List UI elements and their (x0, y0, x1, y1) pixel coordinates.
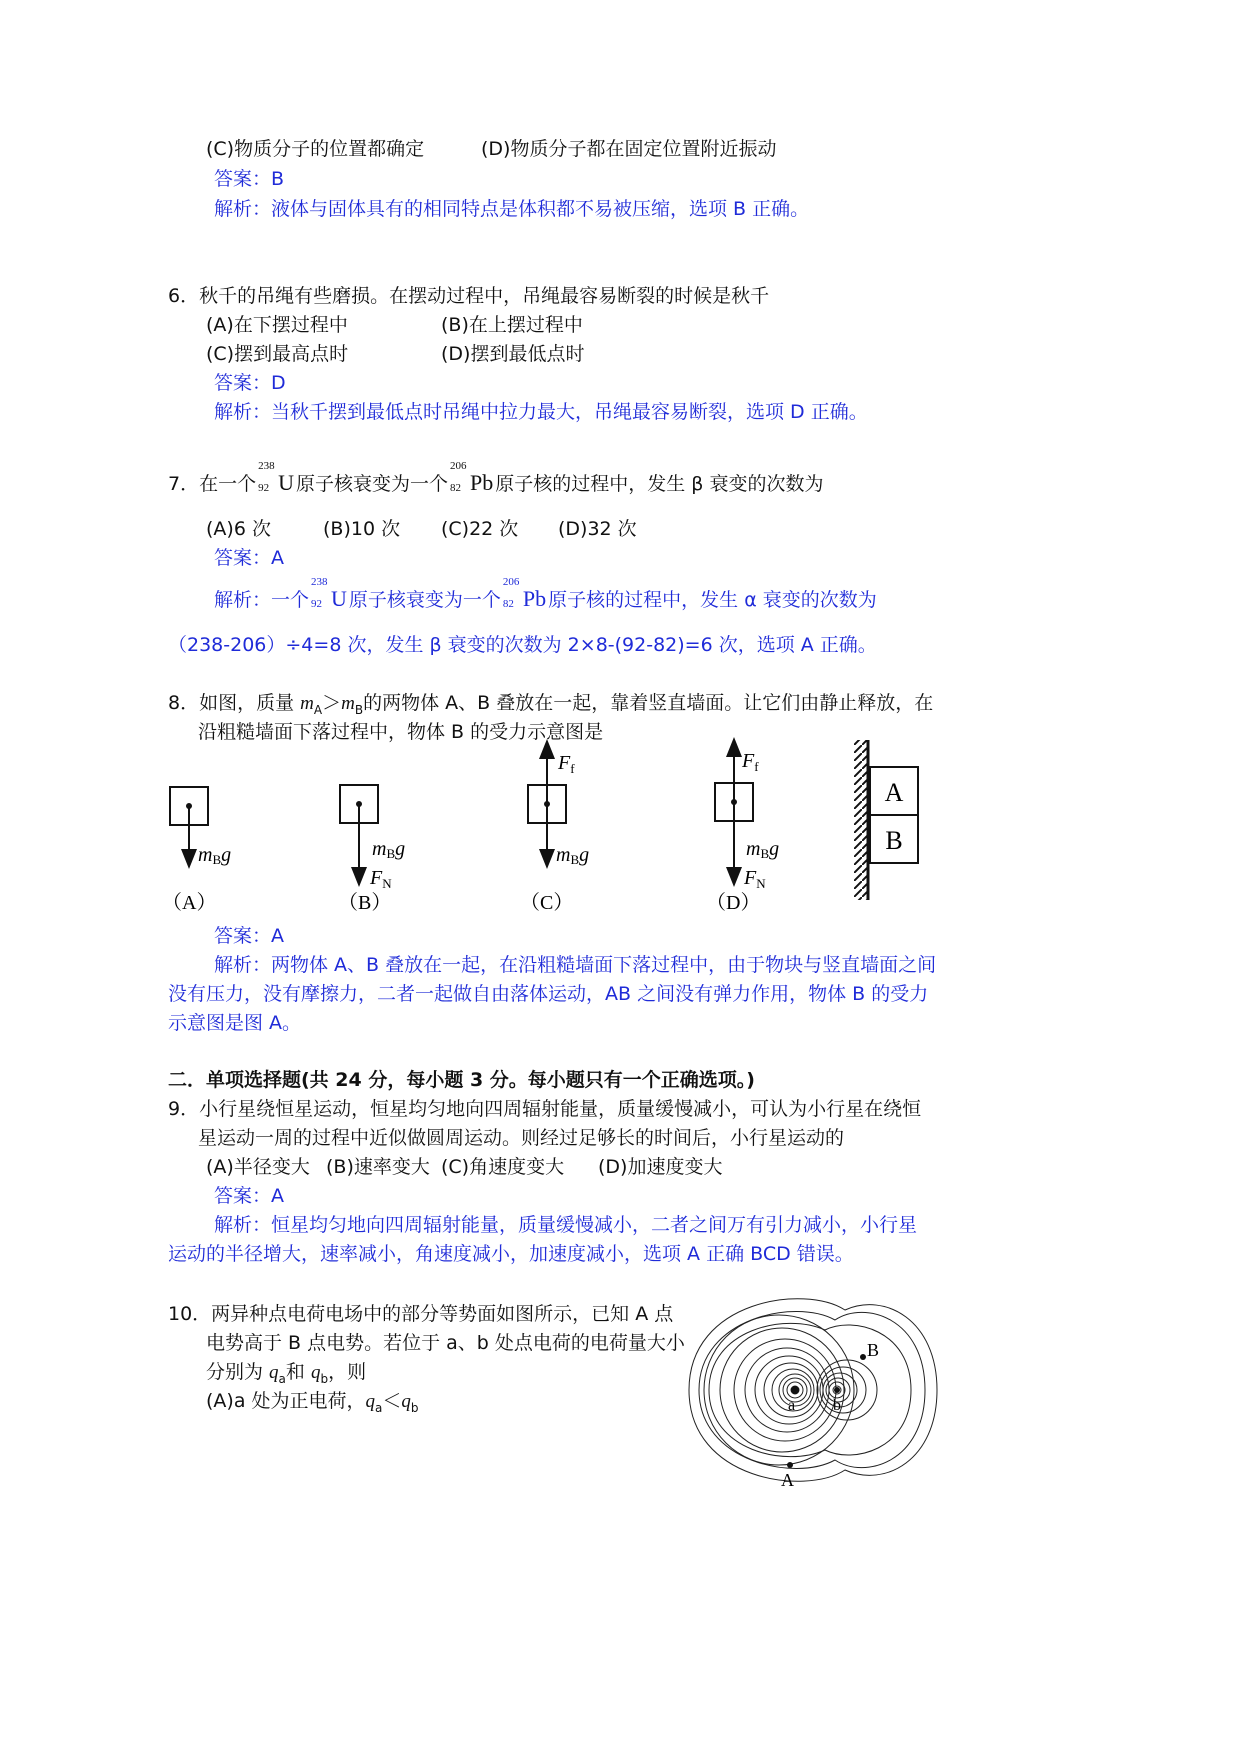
charge-b-label: b (833, 1397, 841, 1414)
diagram-a (162, 787, 231, 914)
lead-nuclide: 206 82 Pb (502, 576, 547, 611)
label-d: （D） (706, 892, 761, 914)
label-c: （C） (520, 892, 574, 914)
wall-hatching (854, 740, 868, 900)
q5-option-d: (D)物质分子都在固定位置附近振动 (481, 138, 777, 160)
q6-option-b: (B)在上摆过程中 (441, 314, 583, 336)
q8-stem-line1: 8．如图，质量 $m_A>m_B$的两物体 A、B 叠放在一起，靠着竖直墙面。让它们由静止释放，在 (168, 692, 934, 717)
q9-option-b: (B)速率变大 (326, 1156, 430, 1178)
q5-answer: 答案：B (214, 168, 285, 190)
q6-analysis: 解析：当秋千摆到最低点时吊绳中拉力最大，吊绳最容易断裂，选项 D 正确。 (214, 401, 868, 423)
q6-stem: 6．秋千的吊绳有些磨损。在摆动过程中，吊绳最容易断裂的时候是秋千 (168, 285, 770, 307)
point-a-label: A (781, 1470, 794, 1490)
mbg-label-c: mBg (556, 844, 590, 867)
q10-stem-line3: 分别为 $q_a$和 $q_b$，则 (206, 1361, 367, 1386)
mbg-label-a: mBg (198, 844, 232, 867)
q9-stem-line2: 星运动一周的过程中近似做圆周运动。则经过足够长的时间后，小行星运动的 (198, 1127, 845, 1149)
q7-option-a: (A)6 次 (206, 518, 271, 540)
q8-stem-line2: 沿粗糙墙面下落过程中，物体 B 的受力示意图是 (198, 721, 604, 743)
q9-analysis-line2: 运动的半径增大，速率减小，角速度减小，加速度减小，选项 A 正确 BCD 错误。 (168, 1243, 854, 1265)
q7-analysis-line2: （238-206）÷4=8 次，发生 β 衰变的次数为 2×8-(92-82)=6 次，选项 A 正确。 (168, 634, 877, 656)
diagram-b (338, 785, 405, 914)
q6-option-a: (A)在下摆过程中 (206, 314, 348, 336)
q8-answer: 答案：A (214, 925, 284, 947)
point-b-label: B (867, 1340, 880, 1360)
q9-option-d: (D)加速度变大 (598, 1156, 723, 1178)
diagram-c (520, 749, 589, 914)
q9-analysis-line1: 解析：恒星均匀地向四周辐射能量，质量缓慢减小，二者之间万有引力减小，小行星 (214, 1214, 918, 1236)
charge-a-point (791, 1386, 799, 1394)
wall-with-blocks (854, 740, 918, 900)
uranium-nuclide: 238 92 U (311, 576, 347, 611)
charge-b-point (834, 1387, 840, 1393)
mbg-label-b: mBg (372, 838, 406, 861)
q8-analysis-line1: 解析：两物体 A、B 叠放在一起，在沿粗糙墙面下落过程中，由于物块与竖直墙面之间 (214, 954, 937, 976)
q6-option-d: (D)摆到最低点时 (441, 343, 585, 365)
diagram-d (706, 747, 779, 914)
q7-option-c: (C)22 次 (441, 518, 519, 540)
q10-option-a: (A)a 处为正电荷，$q_a<q_b$ (206, 1390, 419, 1415)
q9-option-c: (C)角速度变大 (441, 1156, 565, 1178)
point-a-dot (787, 1462, 793, 1468)
label-a: （A） (162, 892, 217, 914)
q7-stem: 7．在一个 238 92 U 原子核衰变为一个 206 82 Pb 原子核的过程中，发生 β 衰变的次数为 (168, 460, 824, 495)
point-b-dot (860, 1354, 866, 1360)
q7-analysis-line1: 解析：一个 238 92 U 原子核衰变为一个 206 82 Pb 原子核的过程中，发生 α 衰变的次数为 (214, 576, 877, 611)
q10-stem-line1: 10．两异种点电荷电场中的部分等势面如图所示，已知 A 点 (168, 1303, 674, 1325)
q10-stem-line2: 电势高于 B 点电势。若位于 a、b 处点电荷的电荷量大小 (206, 1332, 685, 1354)
ff-label-c: $F_f$ (558, 752, 575, 776)
ff-label-d: $F_f$ (742, 750, 759, 774)
q7-answer: 答案：A (214, 547, 284, 569)
section2-heading: 二．单项选择题(共 24 分，每小题 3 分。每小题只有一个正确选项。) (168, 1069, 755, 1091)
q6-option-c: (C)摆到最高点时 (206, 343, 349, 365)
block-a-label: A (884, 778, 904, 807)
lead-nuclide: 206 82 Pb (450, 460, 494, 495)
q9-stem-line1: 9．小行星绕恒星运动，恒星均匀地向四周辐射能量，质量缓慢减小，可认为小行星在绕恒 (168, 1098, 922, 1120)
fn-label-d: $F_N$ (744, 867, 766, 891)
uranium-nuclide: 238 92 U (258, 460, 294, 495)
q8-force-diagrams (150, 737, 950, 922)
block-b-label: B (885, 826, 903, 855)
q6-answer: 答案：D (214, 372, 286, 394)
q9-option-a: (A)半径变大 (206, 1156, 310, 1178)
q5-analysis: 解析：液体与固体具有的相同特点是体积都不易被压缩，选项 B 正确。 (214, 198, 810, 220)
q7-option-b: (B)10 次 (323, 518, 401, 540)
q5-option-c: (C)物质分子的位置都确定 (206, 138, 425, 160)
fn-label-b: $F_N$ (370, 867, 392, 891)
equipotential-surfaces-figure (685, 1290, 940, 1495)
q7-option-d: (D)32 次 (558, 518, 637, 540)
charge-a-label: a (788, 1397, 796, 1414)
q8-analysis-line2: 没有压力，没有摩擦力，二者一起做自由落体运动，AB 之间没有弹力作用，物体 B 的受力 (168, 983, 929, 1005)
mbg-label-d: mBg (746, 838, 780, 861)
q8-analysis-line3: 示意图是图 A。 (168, 1012, 302, 1034)
label-b: （B） (338, 892, 392, 914)
q9-answer: 答案：A (214, 1185, 284, 1207)
